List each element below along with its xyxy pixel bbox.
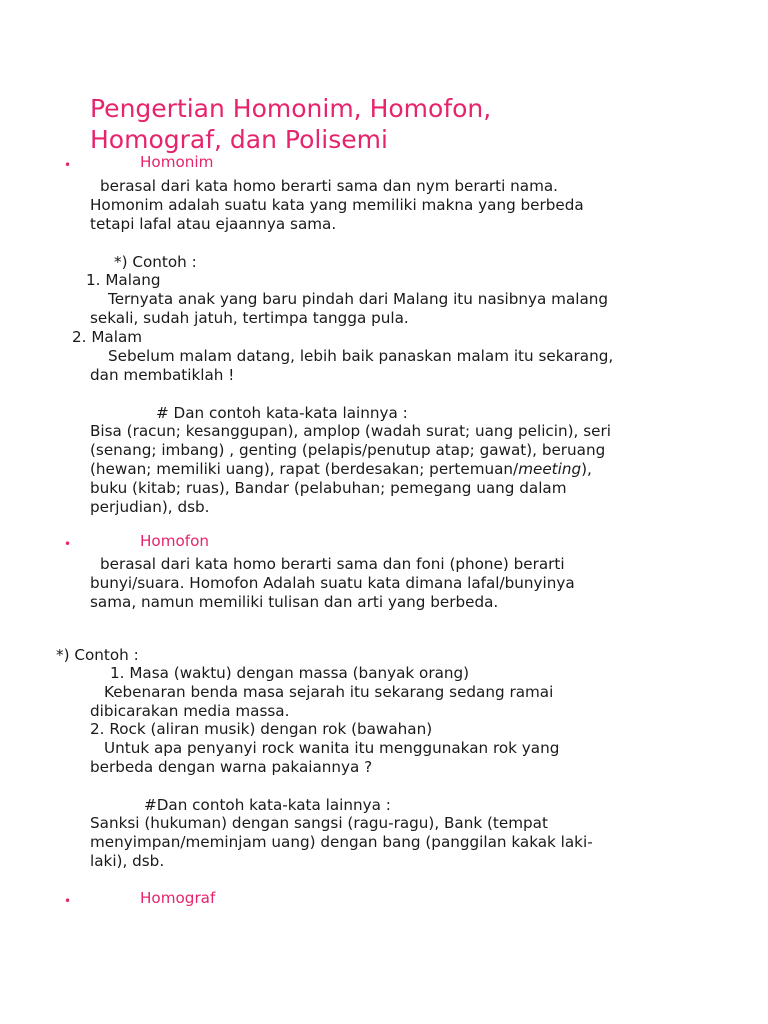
page-title-line-1: Pengertian Homonim, Homofon,: [90, 94, 492, 123]
homofon-def-line: berasal dari kata homo berarti sama dan foni (phone) berarti: [100, 555, 565, 573]
section-heading-homonim: Homonim: [140, 153, 214, 171]
bullet-icon: •: [64, 158, 72, 172]
page-title-line-2: Homograf, dan Polisemi: [90, 125, 388, 154]
bullet-icon: •: [64, 537, 72, 551]
homonim-example-1-label: 1. Malang: [86, 271, 161, 289]
homonim-lainnya-line: perjudian), dsb.: [90, 498, 210, 516]
homonim-lainnya-text: (hewan; memiliki uang), rapat (berdesakan; pertemuan/: [90, 460, 519, 478]
homofon-example-1-sentence: Kebenaran benda masa sejarah itu sekarang sedang ramai: [104, 683, 554, 701]
homofon-def-line: sama, namun memiliki tulisan dan arti yang berbeda.: [90, 593, 499, 611]
homofon-example-1-label: 1. Masa (waktu) dengan massa (banyak orang): [110, 664, 470, 682]
homofon-example-2-sentence: berbeda dengan warna pakaiannya ?: [90, 758, 373, 776]
homonim-example-2-sentence: dan membatiklah !: [90, 366, 235, 384]
bullet-icon: •: [64, 894, 72, 908]
homonim-def-line: berasal dari kata homo berarti sama dan nym berarti nama.: [100, 177, 559, 195]
homofon-def-line: bunyi/suara. Homofon Adalah suatu kata dimana lafal/bunyinya: [90, 574, 575, 592]
homonim-example-1-sentence: Ternyata anak yang baru pindah dari Malang itu nasibnya malang: [108, 290, 609, 308]
homonim-def-line: tetapi lafal atau ejaannya sama.: [90, 215, 337, 233]
section-heading-homofon: Homofon: [140, 532, 210, 550]
homonim-lainnya-label: # Dan contoh kata-kata lainnya :: [156, 404, 408, 422]
homofon-lainnya-line: Sanksi (hukuman) dengan sangsi (ragu-ragu), Bank (tempat: [90, 814, 548, 832]
homofon-lainnya-label: #Dan contoh kata-kata lainnya :: [144, 796, 391, 814]
homonim-lainnya-line: buku (kitab; ruas), Bandar (pelabuhan; pemegang uang dalam: [90, 479, 567, 497]
homofon-example-2-sentence: Untuk apa penyanyi rock wanita itu menggunakan rok yang: [104, 739, 560, 757]
homofon-contoh-label: *) Contoh :: [56, 646, 139, 664]
homonim-example-2-sentence: Sebelum malam datang, lebih baik panaskan malam itu sekarang,: [108, 347, 614, 365]
homofon-example-1-sentence: dibicarakan media massa.: [90, 702, 290, 720]
homofon-lainnya-line: menyimpan/meminjam uang) dengan bang (panggilan kakak laki-: [90, 833, 593, 851]
homonim-lainnya-italic: meeting: [518, 460, 582, 478]
homonim-example-2-label: 2. Malam: [72, 328, 143, 346]
section-heading-homograf: Homograf: [140, 889, 216, 907]
homonim-contoh-label: *) Contoh :: [114, 253, 197, 271]
homonim-lainnya-line: (senang; imbang) , genting (pelapis/penutup atap; gawat), beruang: [90, 441, 606, 459]
homonim-lainnya-text: ),: [581, 460, 592, 478]
homonim-lainnya-line: Bisa (racun; kesanggupan), amplop (wadah surat; uang pelicin), seri: [90, 422, 611, 440]
homonim-def-line: Homonim adalah suatu kata yang memiliki makna yang berbeda: [90, 196, 584, 214]
homonim-lainnya-line: [90, 460, 592, 479]
homofon-lainnya-line: laki), dsb.: [90, 852, 165, 870]
homonim-example-1-sentence: sekali, sudah jatuh, tertimpa tangga pula.: [90, 309, 409, 327]
homofon-example-2-label: 2. Rock (aliran musik) dengan rok (bawahan): [90, 720, 433, 738]
